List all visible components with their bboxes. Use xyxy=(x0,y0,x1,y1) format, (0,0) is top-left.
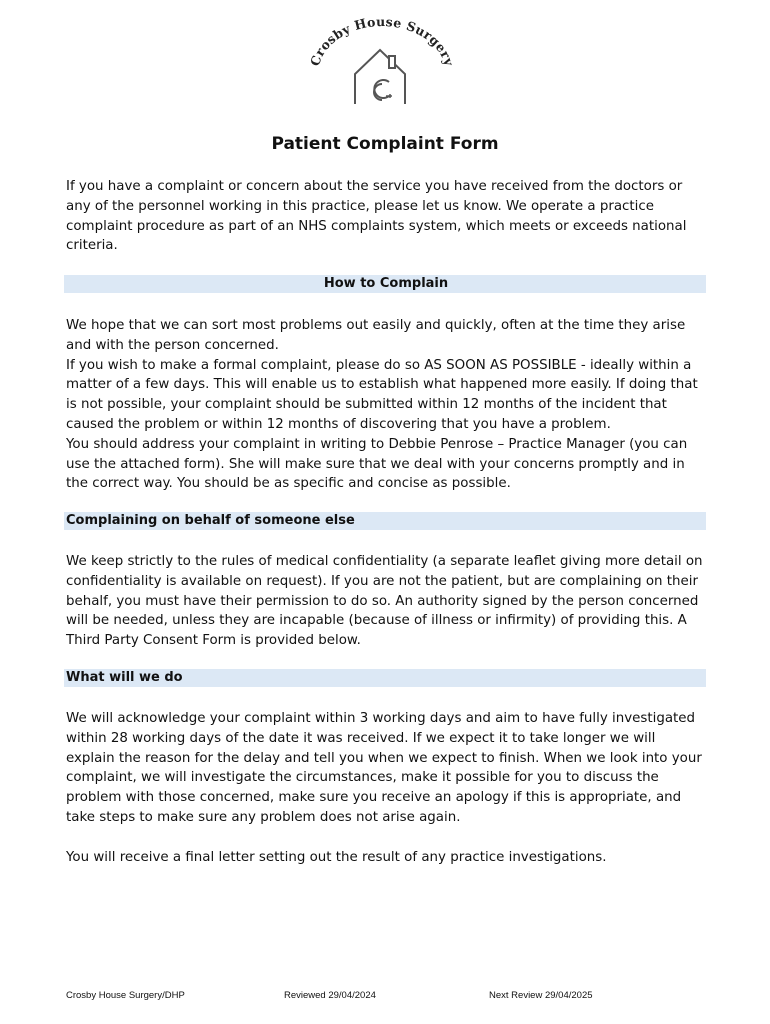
how-text-1: We hope that we can sort most problems out easily and quickly, often at the time they arise and with the person concerned. xyxy=(66,318,686,353)
practice-logo xyxy=(300,12,460,112)
what-paragraph xyxy=(66,709,706,828)
heading-what-text: What will we do xyxy=(66,670,183,685)
how-text-2: If you wish to make a formal complaint, please do so AS SOON AS POSSIBLE - ideally within a matter of a few days. This will enable us to establish what happened more easily. If doing that is not possible, your complaint should be submitted within 12 months of the incident that caused the problem or within 12 months of discovering that you have a problem. xyxy=(66,357,698,432)
page-title: Patient Complaint Form xyxy=(271,134,499,154)
intro-text: If you have a complaint or concern about the service you have received from the doctors or any of the personnel working in this practice, please let us know. We operate a practice complaint procedure as part of an NHS complaints system, which meets or exceeds national criteria. xyxy=(66,179,687,254)
section-heading-how xyxy=(64,275,706,293)
how-paragraph xyxy=(66,316,706,494)
footer-reviewed: Reviewed 29/04/2024 xyxy=(284,990,376,1001)
what-text-1: We will acknowledge your complaint within 3 working days and aim to have fully investigated within 28 working days of the date it was received. If we expect it to take longer we will explain the reason for the delay and tell you when we expect to finish. When we look into your complaint, we will investigate the circumstances, make it possible for you to discuss the problem with those concerned, make sure you receive an apology if this is appropriate, and take steps to make sure any problem does not arise again. xyxy=(66,711,702,825)
footer-next-review: Next Review 29/04/2025 xyxy=(489,990,593,1001)
how-text-3: You should address your complaint in writing to Debbie Penrose – Practice Manager (you can use the attached form). She will make sure that we deal with your concerns promptly and in the correct way. You should be as specific and concise as possible. xyxy=(66,436,688,492)
heading-how-text: How to Complain xyxy=(323,276,449,291)
footer-left: Crosby House Surgery/DHP xyxy=(66,990,185,1001)
intro-paragraph xyxy=(66,177,706,256)
section-heading-what xyxy=(64,669,706,687)
logo-arc-text: Crosby House Surgery xyxy=(307,13,457,68)
behalf-text: We keep strictly to the rules of medical confidentiality (a separate leaflet giving more detail on confidentiality is available on request). If you are not the patient, but are complaining on their behalf, you must have their permission to do so. An authority signed by the person concerned will be needed, unless they are incapable (because of illness or infirmity) of providing this. A Third Party Consent Form is provided below. xyxy=(66,554,703,649)
what-final-paragraph xyxy=(66,848,706,868)
behalf-paragraph xyxy=(66,552,706,651)
what-text-2: You will receive a final letter setting out the result of any practice investigations. xyxy=(66,850,607,865)
section-heading-behalf xyxy=(64,512,706,530)
svg-text:Crosby House Surgery xyxy=(307,14,457,68)
heading-behalf-text: Complaining on behalf of someone else xyxy=(66,513,355,528)
